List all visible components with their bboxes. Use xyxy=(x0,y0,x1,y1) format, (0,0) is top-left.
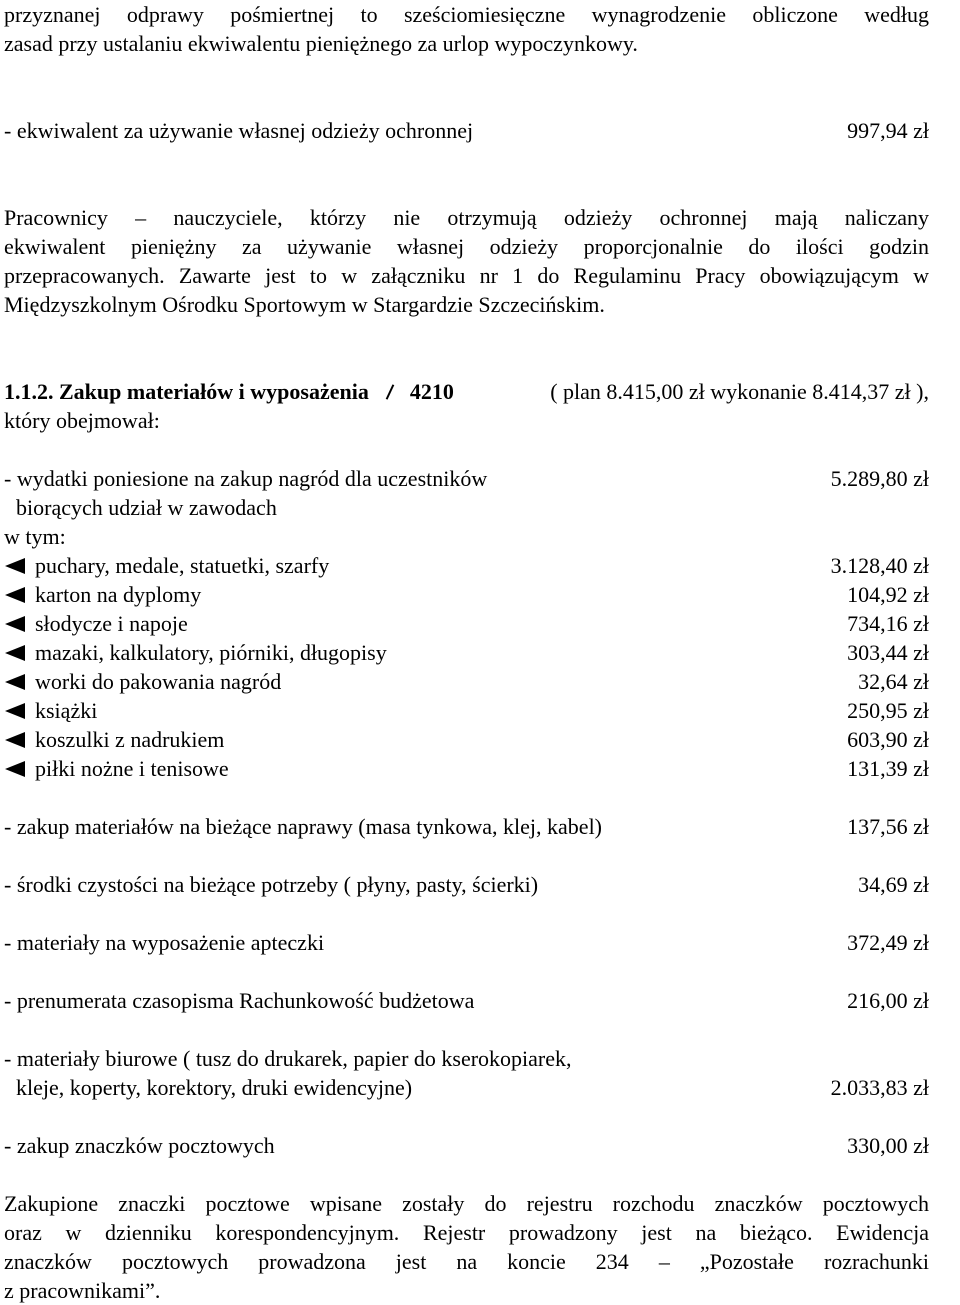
expense-amount: 372,49 zł xyxy=(847,930,929,955)
clothing-para-line-3: przepracowanych. Zawarte jest to w załączniku nr 1 do Regulaminu Pracy obowiązującym w xyxy=(4,263,929,288)
list-item xyxy=(4,609,929,638)
prize-items-list xyxy=(4,551,929,783)
document-page xyxy=(4,0,929,1305)
item-label: słodycze i napoje xyxy=(35,611,188,636)
clothing-row xyxy=(4,116,929,145)
office-row xyxy=(4,1073,929,1102)
prizes-amount: 5.289,80 zł xyxy=(830,466,929,491)
expense-label: - materiały na wyposażenie apteczki xyxy=(4,930,325,955)
item-label: książki xyxy=(35,698,98,723)
item-label: koszulki z nadrukiem xyxy=(35,727,225,752)
left-triangle-icon xyxy=(5,732,25,748)
expense-row-subscription xyxy=(4,986,929,1015)
prizes-label-1: - wydatki poniesione na zakup nagród dla uczestników xyxy=(4,466,488,491)
section-heading xyxy=(4,377,929,406)
item-label: puchary, medale, statuetki, szarfy xyxy=(35,553,330,578)
closing-line-1: Zakupione znaczki pocztowe wpisane zostały do rejestru rozchodu znaczków pocztowych xyxy=(4,1191,929,1216)
item-amount: 303,44 zł xyxy=(847,640,929,665)
prizes-row xyxy=(4,464,929,493)
expense-amount: 216,00 zł xyxy=(847,988,929,1013)
section-mark xyxy=(386,384,395,399)
expense-amount: 34,69 zł xyxy=(858,872,929,897)
item-label: mazaki, kalkulatory, piórniki, długopisy xyxy=(35,640,387,665)
left-triangle-icon xyxy=(5,761,25,777)
office-label-2: kleje, koperty, korektory, druki ewidencyjne) xyxy=(16,1075,413,1100)
left-triangle-icon xyxy=(5,616,25,632)
list-item xyxy=(4,638,929,667)
item-amount: 104,92 zł xyxy=(847,582,929,607)
left-triangle-icon xyxy=(5,674,25,690)
section-number: 1.1.2. xyxy=(4,379,54,404)
left-triangle-icon xyxy=(5,587,25,603)
clothing-para-line-1: Pracownicy – nauczyciele, którzy nie otrzymują odzieży ochronnej mają naliczany xyxy=(4,205,929,230)
intro-line-1: przyznanej odprawy pośmiertnej to sześciomiesięczne wynagrodzenie obliczone według xyxy=(4,2,929,27)
prizes-in-which: w tym: xyxy=(4,524,66,549)
item-amount: 32,64 zł xyxy=(858,669,929,694)
section-line-2: który obejmował: xyxy=(4,408,160,433)
list-item xyxy=(4,667,929,696)
item-label: worki do pakowania nagród xyxy=(35,669,282,694)
expense-amount: 137,56 zł xyxy=(847,814,929,839)
list-item xyxy=(4,725,929,754)
expense-label: - prenumerata czasopisma Rachunkowość budżetowa xyxy=(4,988,475,1013)
left-triangle-icon xyxy=(5,645,25,661)
stamps-label: - zakup znaczków pocztowych xyxy=(4,1133,275,1158)
closing-line-2: oraz w dzienniku korespondencyjnym. Rejestr prowadzony jest na bieżąco. Ewidencja xyxy=(4,1220,929,1245)
list-item xyxy=(4,754,929,783)
item-amount: 250,95 zł xyxy=(847,698,929,723)
expense-row-repairs xyxy=(4,812,929,841)
item-amount: 603,90 zł xyxy=(847,727,929,752)
section-code: 4210 xyxy=(409,379,454,404)
section-title: Zakup materiałów i wyposażenia xyxy=(59,379,369,404)
left-triangle-icon xyxy=(5,558,25,574)
office-amount: 2.033,83 zł xyxy=(830,1075,929,1100)
list-item xyxy=(4,696,929,725)
clothing-label: - ekwiwalent za używanie własnej odzieży ochronnej xyxy=(4,118,474,143)
item-amount: 734,16 zł xyxy=(847,611,929,636)
expense-row-first-aid xyxy=(4,928,929,957)
expense-row-cleaning xyxy=(4,870,929,899)
closing-line-3: znaczków pocztowych prowadzona jest na koncie 234 – „Pozostałe rozrachunki xyxy=(4,1249,929,1274)
section-plan: ( plan 8.415,00 zł wykonanie 8.414,37 zł ), xyxy=(550,379,929,404)
prizes-label-2: biorących udział w zawodach xyxy=(16,495,277,520)
closing-line-4: z pracownikami”. xyxy=(4,1278,161,1303)
office-label-1: - materiały biurowe ( tusz do drukarek, papier do kserokopiarek, xyxy=(4,1046,572,1071)
clothing-para-line-4: Międzyszkolnym Ośrodku Sportowym w Stargardzie Szczecińskim. xyxy=(4,292,605,317)
list-item xyxy=(4,551,929,580)
expense-label: - środki czystości na bieżące potrzeby ( płyny, pasty, ścierki) xyxy=(4,872,539,897)
stamps-row xyxy=(4,1131,929,1160)
item-label: karton na dyplomy xyxy=(35,582,202,607)
clothing-para-line-2: ekwiwalent pieniężny za używanie własnej odzieży proporcjonalnie do ilości godzin xyxy=(4,234,929,259)
item-amount: 3.128,40 zł xyxy=(830,553,929,578)
left-triangle-icon xyxy=(5,703,25,719)
stamps-amount: 330,00 zł xyxy=(847,1133,929,1158)
intro-line-2: zasad przy ustalaniu ekwiwalentu pieniężnego za urlop wypoczynkowy. xyxy=(4,31,638,56)
clothing-amount: 997,94 zł xyxy=(847,118,929,143)
item-amount: 131,39 zł xyxy=(847,756,929,781)
list-item xyxy=(4,580,929,609)
expense-label: - zakup materiałów na bieżące naprawy (masa tynkowa, klej, kabel) xyxy=(4,814,603,839)
item-label: piłki nożne i tenisowe xyxy=(35,756,229,781)
